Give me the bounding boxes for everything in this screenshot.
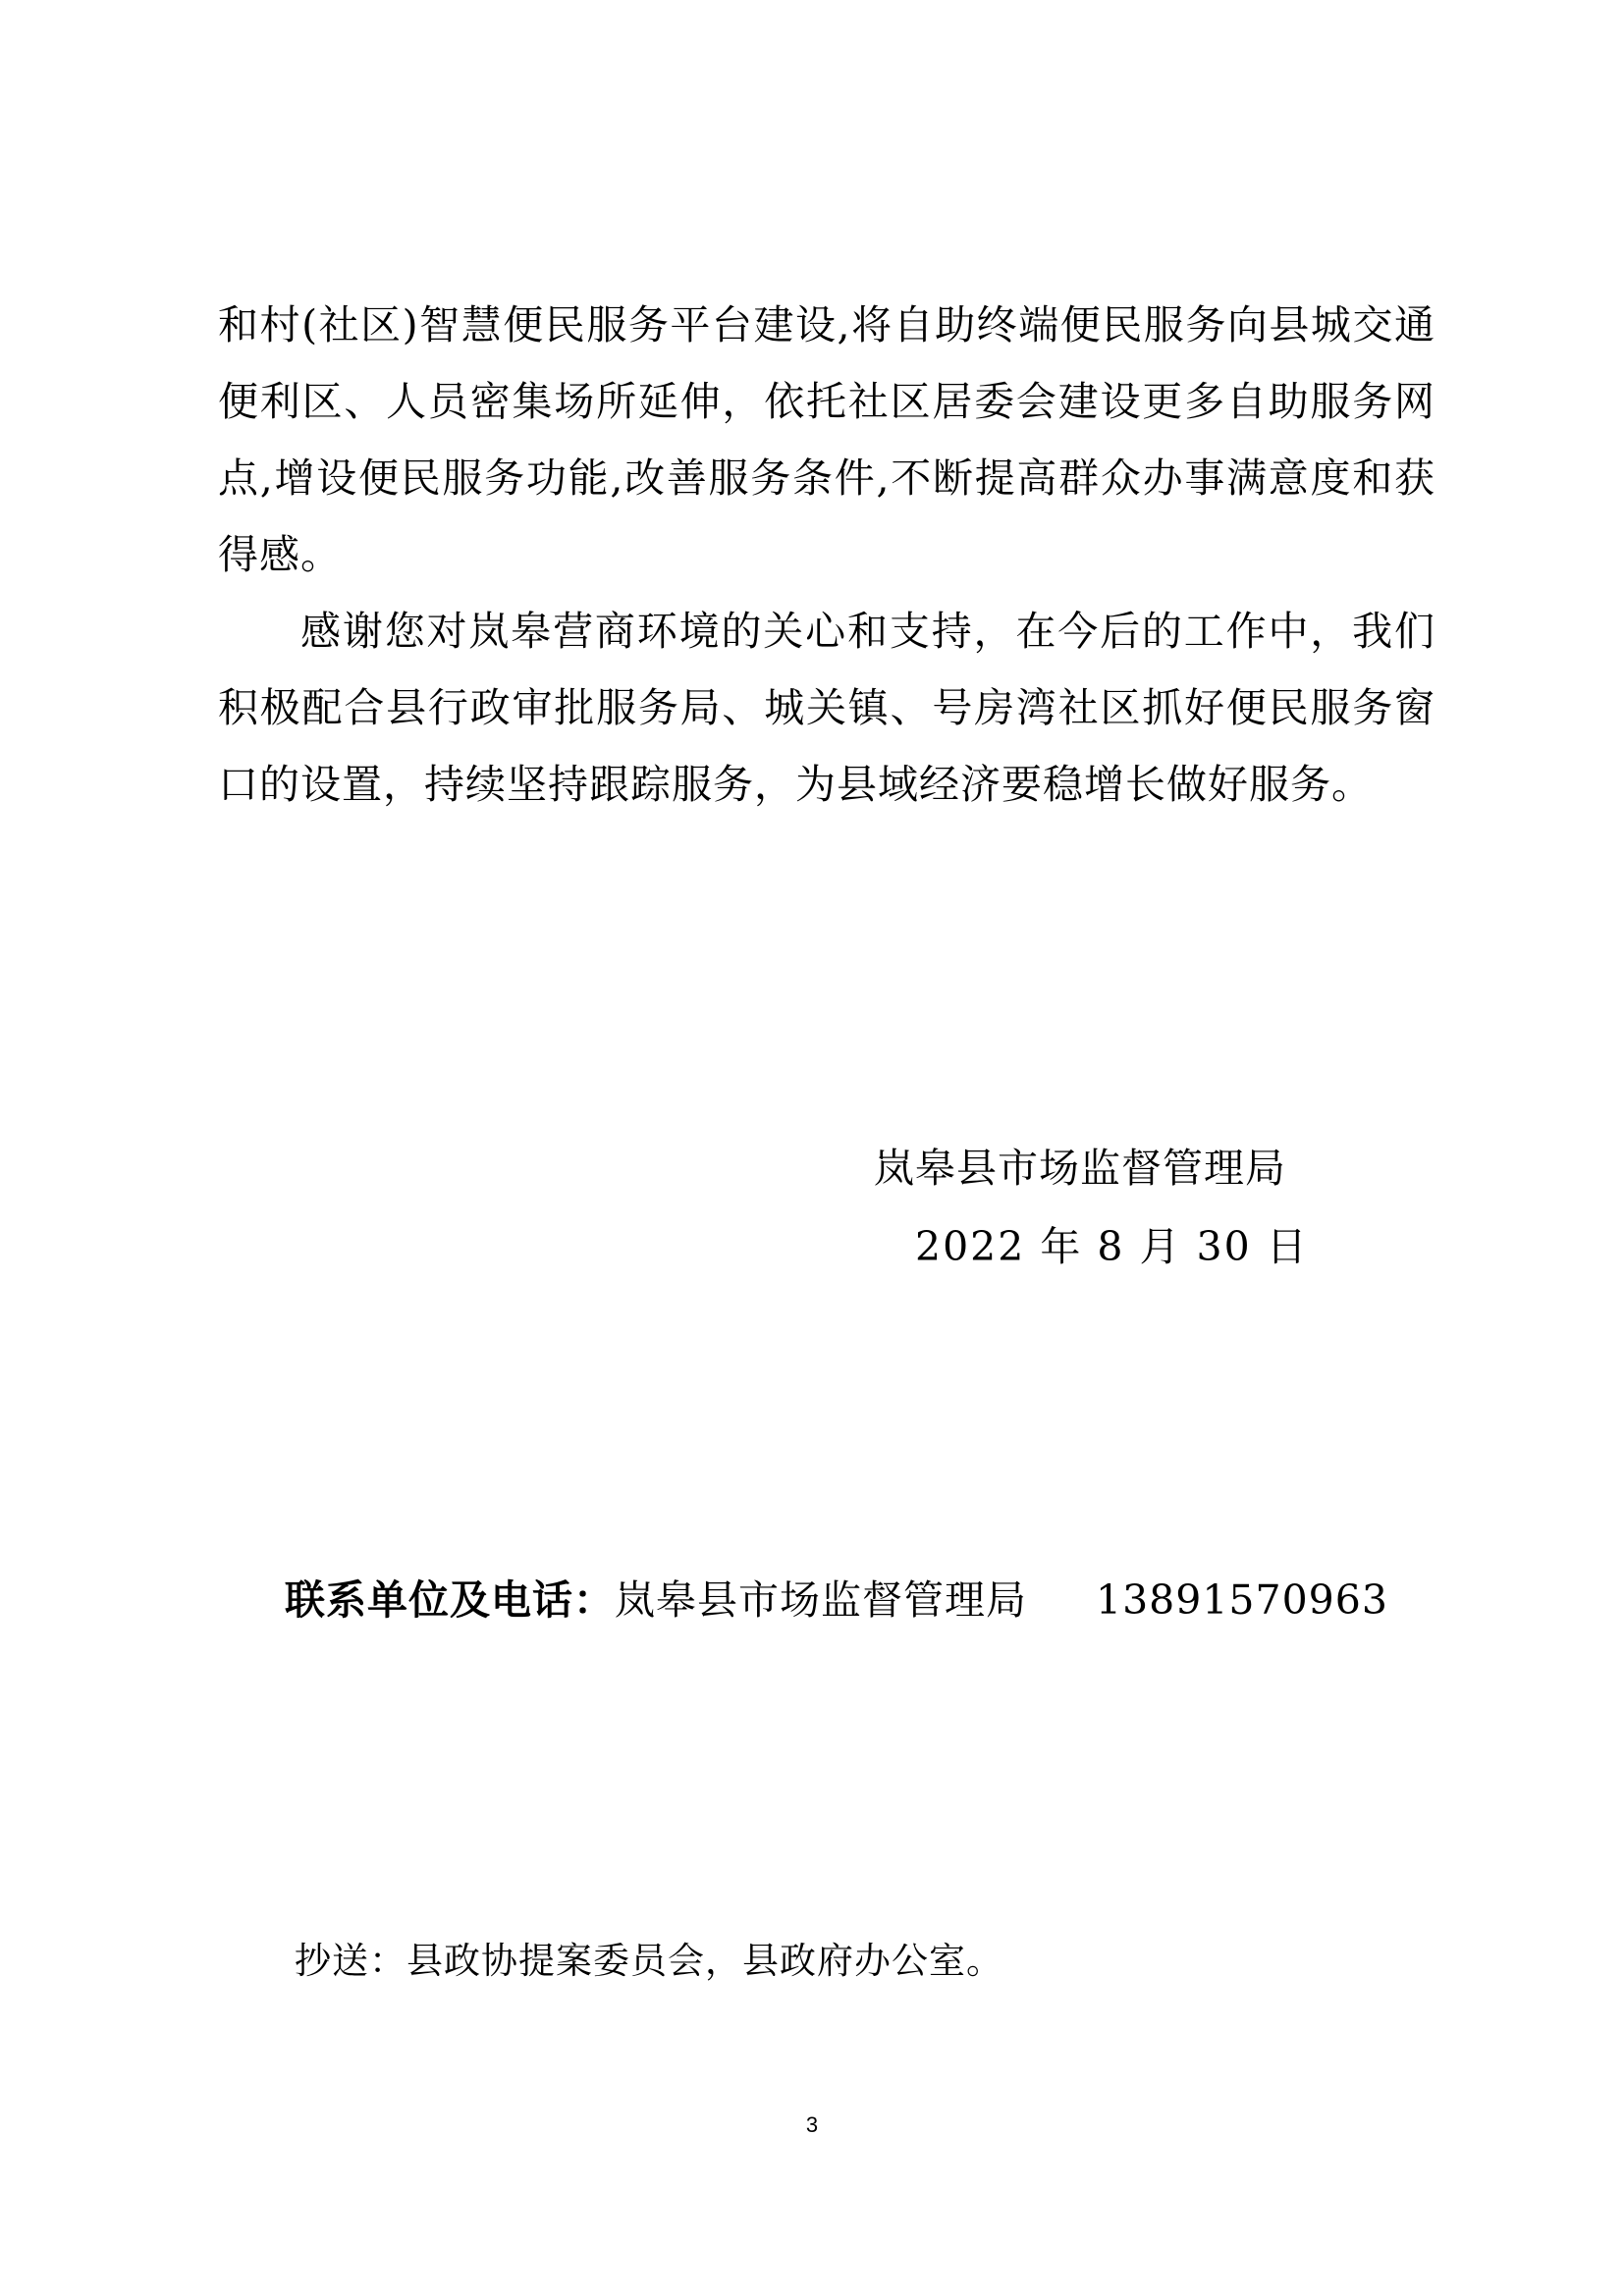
body-text xyxy=(218,287,1435,823)
contact-phone: 13891570963 xyxy=(1096,1576,1388,1624)
cc-line: 抄送：县政协提案委员会，县政府办公室。 xyxy=(295,1940,1003,1982)
body-paragraph-continuation: 和村(社区)智慧便民服务平台建设,将自助终端便民服务向县城交通便利区、人员密集场所延伸，依托社区居委会建设更多自助服务网点,增设便民服务功能,改善服务条件,不断提高群众办事满意度和获得感。 xyxy=(218,301,1435,578)
body-paragraph-thanks: 感谢您对岚皋营商环境的关心和支持，在今后的工作中，我们积极配合县行政审批服务局、城关镇、号房湾社区抓好便民服务窗口的设置，持续坚持跟踪服务，为县域经济要稳增长做好服务。 xyxy=(218,608,1435,808)
contact-organization: 岚皋县市场监督管理局 xyxy=(615,1576,1027,1624)
contact-line xyxy=(285,1571,1388,1629)
contact-label: 联系单位及电话： xyxy=(285,1576,615,1624)
page-number: 3 xyxy=(805,2112,819,2137)
signature-date: 2022 年 8 月 30 日 xyxy=(915,1223,1309,1270)
signature-organization: 岚皋县市场监督管理局 xyxy=(874,1145,1286,1192)
